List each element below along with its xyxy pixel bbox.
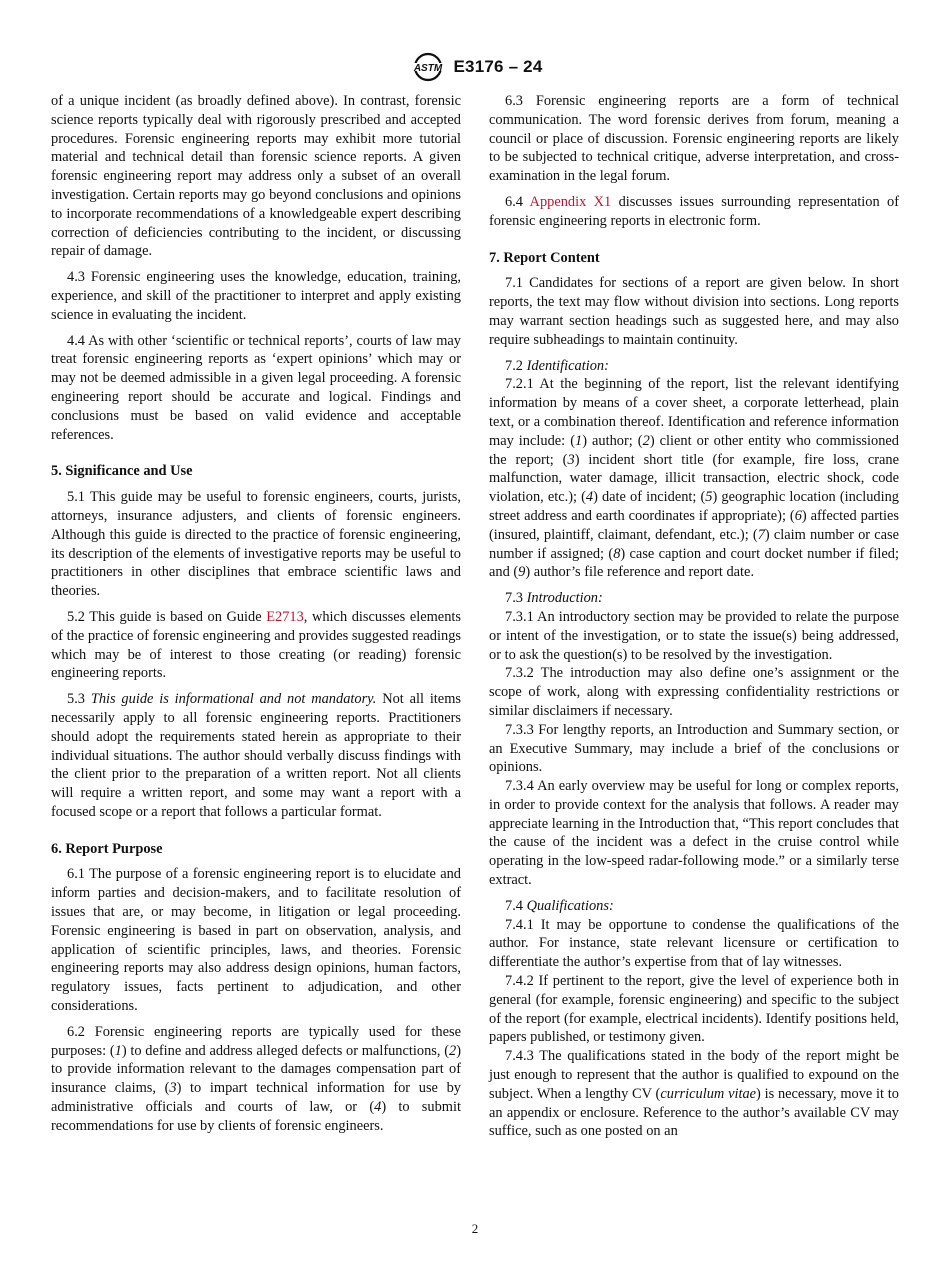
paragraph-7-4-1: 7.4.1 It may be opportune to condense the qualifications of the author. For instance, state relevant licensure or certification to differentiate the author’s expertise from that of lay witnesses. bbox=[489, 916, 899, 971]
paragraph-5-1: 5.1 This guide may be useful to forensic engineers, courts, jurists, attorneys, insurance adjusters, and clients of forensic engineers. Although this guide is directed to the practice of forensic engineering, its description of the elements of investigative reports may be useful to practitioners in other disciplines that embrace scientific laws and theories. bbox=[51, 489, 461, 600]
paragraph-5-2: 5.2 This guide is based on Guide E2713, which discusses elements of the practice of forensic engineering and provides suggested readings which may be of interest to those creating (or reading) forensic engineering reports. bbox=[51, 608, 461, 682]
paragraph-7-3-1: 7.3.1 An introductory section may be provided to relate the purpose or intent of the investigation, or to state the issue(s) being addressed, or to ask the question(s) to be resolved by the investigation. bbox=[489, 608, 899, 663]
paragraph-7-3-2: 7.3.2 The introduction may also define one’s assignment or the scope of work, along with expressing confidentiality restrictions or similar disclaimers if necessary. bbox=[489, 665, 899, 719]
subheading-7-3: 7.3 Introduction: bbox=[505, 590, 603, 607]
subheading-7-4: 7.4 Qualifications: bbox=[505, 897, 614, 914]
document-id: E3176 – 24 bbox=[453, 57, 543, 76]
paragraph-6-3: 6.3 Forensic engineering reports are a form of technical communication. The word forensic derives from forum, meaning a council or place of discussion. Forensic engineering reports are likely to be subjected to technical critique, adverse interpretation, and cross-examination in the legal forum. bbox=[489, 93, 899, 185]
heading-section-7: 7. Report Content bbox=[489, 249, 600, 266]
link-appendix-x1[interactable]: Appendix X1 bbox=[529, 193, 612, 210]
paragraph-6-1: 6.1 The purpose of a forensic engineering report is to elucidate and inform parties and decision-makers, and to facilitate resolution of issues that are, or may become, in litigation or legal proceeding. Forensic engineering is based in part on observation, analysis, and application of scientific principles, laws, and theories. Forensic engineering reports may also address design opinions, human factors, regulatory issues, facts pertinent to adjudication, and other considerations. bbox=[51, 866, 461, 1015]
subheading-7-2: 7.2 Identification: bbox=[505, 357, 609, 374]
left-column bbox=[51, 92, 461, 1143]
paragraph-7-4-3: 7.4.3 The qualifications stated in the body of the report might be just enough to represent that the author is qualified to expound on the subject. When a lengthy CV (curriculum vitae) is necessary, move it to an appendix or enclosure. Reference to the author’s available CV may suffice, such as one posted on an bbox=[489, 1048, 900, 1140]
paragraph-7-4-2: 7.4.2 If pertinent to the report, give the level of experience both in general (for example, forensic engineering) and specific to the subject of the report (for example, electrical incidents). Identify positions held, papers published, or testimony given. bbox=[489, 973, 899, 1046]
paragraph-7-1: 7.1 Candidates for sections of a report are given below. In short reports, the text may flow without division into sections. Long reports may warrant section headings such as suggested here, and may also require subheadings to maintain continuity. bbox=[489, 275, 899, 348]
paragraph-6-2: 6.2 Forensic engineering reports are typically used for these purposes: (1) to define and address alleged defects or malfunctions, (2) to provide information relevant to the damages compensation part of insurance claims, (3) to impart technical information for use by administrative officials and courts of law, or (4) to submit recommendations for use by clients of forensic engineers. bbox=[51, 1023, 461, 1134]
page-header bbox=[0, 50, 950, 84]
heading-section-5: 5. Significance and Use bbox=[51, 463, 193, 480]
page-number: 2 bbox=[471, 1221, 479, 1236]
heading-section-6: 6. Report Purpose bbox=[51, 840, 163, 857]
paragraph-7-3-4: 7.3.4 An early overview may be useful for long or complex reports, in order to provide context for the analysis that follows. A reader may appreciate learning in the Introduction that, “This report concludes that the cause of the incident was a defect in the cruise control while operating in the low-speed radar-following mode.” or a similarly terse extract. bbox=[489, 778, 899, 889]
link-e2713[interactable]: E2713 bbox=[266, 608, 304, 625]
paragraph-4-3: 4.3 Forensic engineering uses the knowledge, education, training, experience, and skill of the practitioner to interpret and apply existing science in evaluating the incident. bbox=[51, 269, 461, 323]
paragraph-4-4: 4.4 As with other ‘scientific or technical reports’, courts of law may treat forensic engineering reports as ‘expert opinions’ which may or may not be deemed admissible in a given legal proceeding. A forensic engineering report should be accurate and logical. Findings and conclusions must be based on valid evidence and acceptable references. bbox=[51, 332, 461, 443]
right-column bbox=[489, 92, 899, 1141]
paragraph-5-3: 5.3 This guide is informational and not mandatory. Not all items necessarily apply to all forensic engineering reports. Practitioners should adopt the requirements stated herein as appropriate to their individual situations. The author should verbally discuss findings with the client prior to the preparation of a written report. Not all clients will require a written report, and some may want a report with a focused scope or a report that follows a particular format. bbox=[51, 691, 461, 820]
paragraph-4-2-continued: of a unique incident (as broadly defined above). In contrast, forensic science reports typically deal with rigorously prescribed and accepted procedures. Forensic engineering reports may exhibit more tutorial material and technical detail than forensic science reports. A given forensic engineering report may address only a subset of an overall investigation. Certain reports may go beyond conclusions and opinions to incorporate recommendations of a knowledgeable expert describing correction of deficiencies contributing to the incident, or discussing repair of damage. bbox=[51, 93, 461, 260]
paragraph-6-4: 6.4 Appendix X1 discusses issues surrounding representation of forensic engineering reports in electronic form. bbox=[489, 193, 899, 229]
svg-text:ASTM: ASTM bbox=[413, 63, 442, 74]
paragraph-7-2-1: 7.2.1 At the beginning of the report, list the relevant identifying information by means of a cover sheet, a corporate letterhead, plain text, or a combination thereof. Identification and reference information may include: (1) author; (2) client or other entity who commissioned the report; (3) incident short title (for example, fire loss, crane malfunction, water damage, illicit transaction, electric shock, code violation, etc.); (4) date of incident; (5) geographic location (including street address and earth coordinates if appropriate); (6) affected parties (insured, plaintiff, claimant, defendant, etc.); (7) claim number or case number if assigned; (8) case caption and court docket number if filed; and (9) author’s file reference and report date. bbox=[489, 376, 900, 581]
astm-logo-icon bbox=[408, 52, 448, 82]
paragraph-7-3-3: 7.3.3 For lengthy reports, an Introduction and Summary section, or an Executive Summary, may include a brief of the conclusions or opinions. bbox=[489, 721, 899, 776]
